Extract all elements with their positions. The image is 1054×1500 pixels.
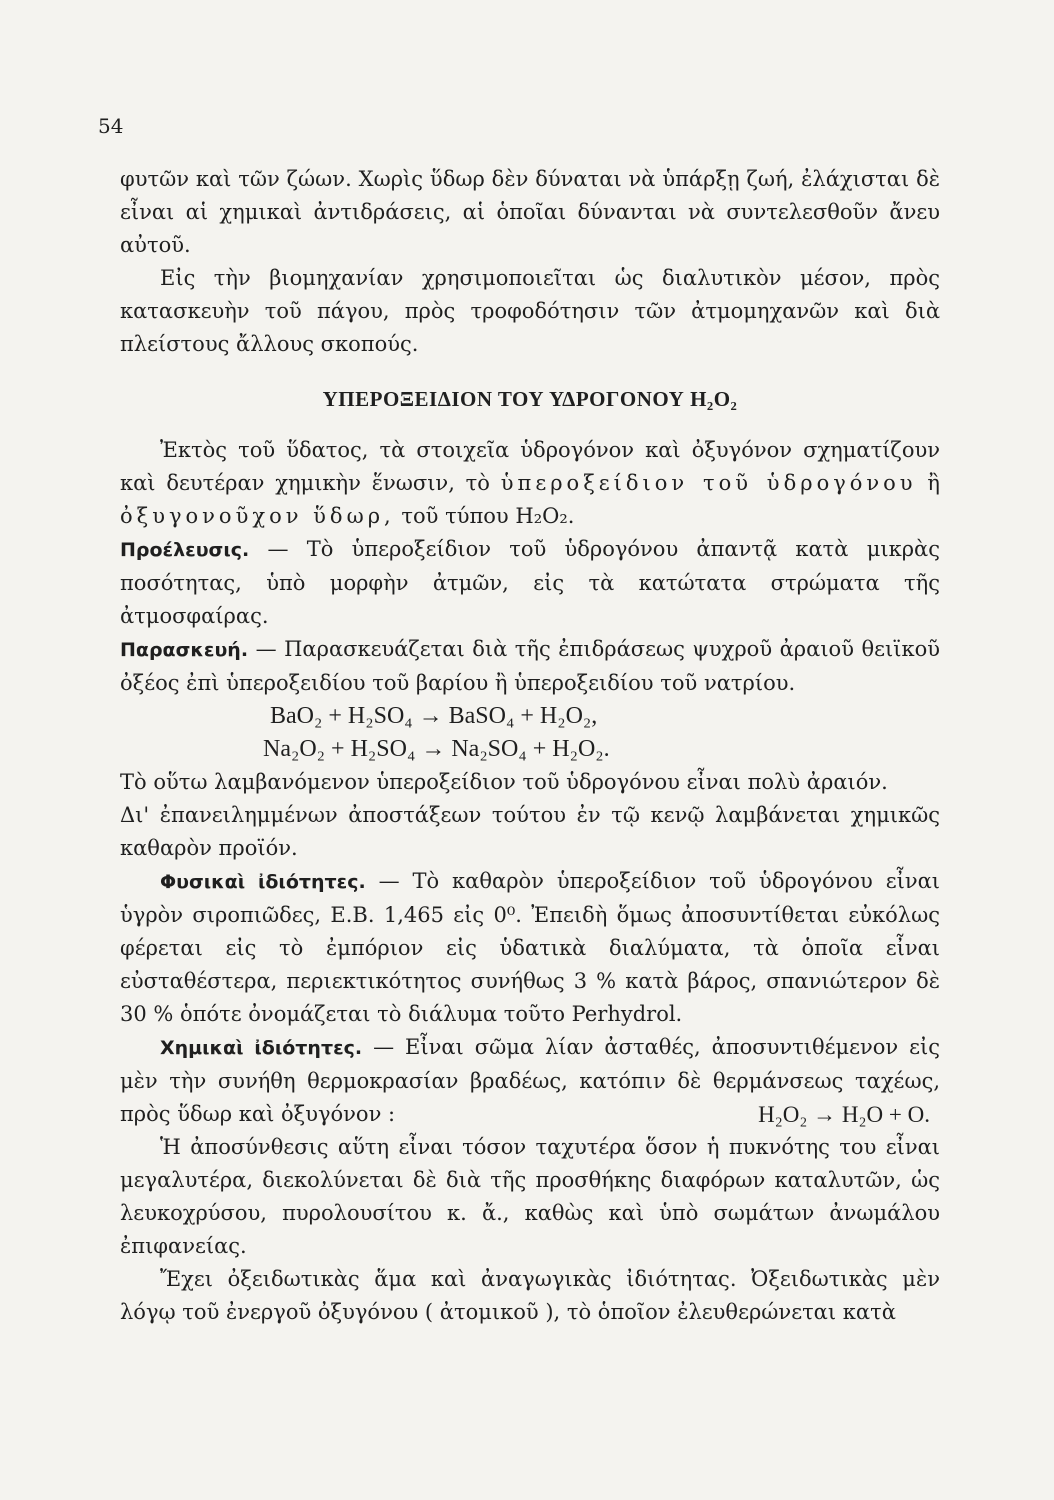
chemical-paragraph-2: Ἡ ἀποσύνθεσις αὕτη εἶναι τόσον ταχυτέρα ὅσον ἡ πυκνότης του εἶναι μεγαλυτέρα, διεκολύνεται δὲ διὰ τῆς προσθήκης διαφόρων καταλυτῶν, ὡς λευκοχρύσου, πυρολουσίτου κ. ἄ., καθὼς καὶ ὑπὸ σωμάτων ἀνωμάλου ἐπιφανείας. [120, 1135, 940, 1258]
preparation-title: Παρασκευή. [120, 639, 249, 661]
preparation-after-2: Δι' ἐπανειλημμένων ἀποστάξεων τούτου ἐν τῷ κενῷ λαμβάνεται χημικῶς καθαρὸν προϊόν. [120, 803, 940, 860]
decomposition-equation: H₂O₂ → H₂O + O. [758, 1102, 930, 1127]
physical-title: Φυσικαὶ ἰδιότητες. [160, 871, 366, 893]
chemical-paragraph-3: Ἔχει ὀξειδωτικὰς ἅμα καὶ ἀναγωγικὰς ἰδιότητας. Ὀξειδωτικὰς μὲν λόγῳ τοῦ ἐνεργοῦ ὀξυγόνου ( ἀτομικοῦ ), τὸ ὁποῖον ἐλευθερώνεται κατὰ [120, 1267, 940, 1324]
origin-text: — Τὸ ὑπεροξείδιον τοῦ ὑδρογόνου ἀπαντᾷ κατὰ μικρὰς ποσότητας, ὑπὸ μορφὴν ἀτμῶν, εἰς τὰ κατώτατα στρώματα τῆς ἀτμοσφαίρας. [120, 537, 941, 628]
preparation-paragraph [120, 633, 940, 700]
origin-paragraph [120, 533, 940, 633]
physical-paragraph [120, 865, 940, 1031]
origin-title: Προέλευσις. [120, 539, 250, 561]
definition-text-b: ἢ [927, 471, 940, 495]
definition-paragraph [120, 434, 940, 533]
preparation-after-1: Τὸ οὕτω λαμβανόμενον ὑπεροξείδιον τοῦ ὑδρογόνου εἶναι πολὺ ἀραιόν. [120, 770, 888, 794]
heading-formula: H₂O₂ [690, 387, 738, 411]
definition-term-2: ὀξυγονοῦχον ὕδωρ, [120, 504, 395, 528]
section-heading [120, 383, 940, 416]
preparation-text: — Παρασκευάζεται διὰ τῆς ἐπιδράσεως ψυχροῦ ἀραιοῦ θειϊκοῦ ὀξέος ἐπὶ ὑπεροξειδίου τοῦ βαρίου ἢ ὑπεροξειδίου τοῦ νατρίου. [120, 637, 940, 695]
chemical-title: Χημικαὶ ἰδιότητες. [160, 1037, 363, 1059]
chemical-text: — Εἶναι σῶμα λίαν ἀσταθές, ἀποσυντιθέμενον εἰς μὲν τὴν συνήθη θερμοκρασίαν βραδέως, κατόπιν δὲ θερμάνσεως ταχέως, πρὸς ὕδωρ καὶ ὀξυγόνον : [120, 1035, 940, 1126]
page-text [120, 163, 940, 1329]
page-number: 54 [98, 114, 124, 138]
intro-paragraph-2: Εἰς τὴν βιομηχανίαν χρησιμοποιεῖται ὡς διαλυτικὸν μέσον, πρὸς κατασκευὴν τοῦ πάγου, πρὸς τροφοδότησιν τῶν ἀτμομηχανῶν καὶ διὰ πλείστους ἄλλους σκοπούς. [120, 266, 940, 356]
equation-barium: BaO₂ + H₂SO₄ → BaSO₄ + H₂O₂, [270, 703, 598, 729]
intro-paragraph-1: φυτῶν καὶ τῶν ζώων. Χωρὶς ὕδωρ δὲν δύναται νὰ ὑπάρξῃ ζωή, ἐλάχισται δὲ εἶναι αἱ χημικαὶ ἀντιδράσεις, αἱ ὁποῖαι δύνανται νὰ συντελεσθοῦν ἄνευ αὐτοῦ. [120, 167, 940, 257]
chemical-paragraph [120, 1031, 940, 1131]
physical-text: — Τὸ καθαρὸν ὑπεροξείδιον τοῦ ὑδρογόνου εἶναι ὑγρὸν σιροπιῶδες, Ε.Β. 1,465 εἰς 0⁰. Ἐπειδὴ ὅμως ἀποσυντίθεται εὐκόλως φέρεται εἰς τὸ ἐμπόριον εἰς ὑδατικὰ διαλύματα, τὰ ὁποῖα εἶναι εὐσταθέστερα, περιεκτικότητος συνήθως 3 % κατὰ βάρος, σπανιώτερον δὲ 30 % ὁπότε ὀνομάζεται τὸ διάλυμα τοῦτο Perhydrol. [120, 869, 941, 1026]
heading-text: ΥΠΕΡΟΞΕΙΔΙΟΝ ΤΟΥ ΥΔΡΟΓΟΝΟΥ [322, 387, 685, 411]
definition-text-a: Ἐκτὸς τοῦ ὕδατος, τὰ στοιχεῖα ὑδρογόνον καὶ ὀξυγόνον σχηματίζουν καὶ δευτέραν χημικὴν ἕνωσιν, τὸ [120, 438, 940, 495]
definition-text-c: τοῦ τύπου H₂O₂. [401, 504, 575, 528]
equation-sodium: Na₂O₂ + H₂SO₄ → Na₂SO₄ + H₂O₂. [263, 736, 610, 762]
definition-term-1: ὑπεροξείδιον τοῦ ὑδρογόνου [500, 471, 917, 495]
